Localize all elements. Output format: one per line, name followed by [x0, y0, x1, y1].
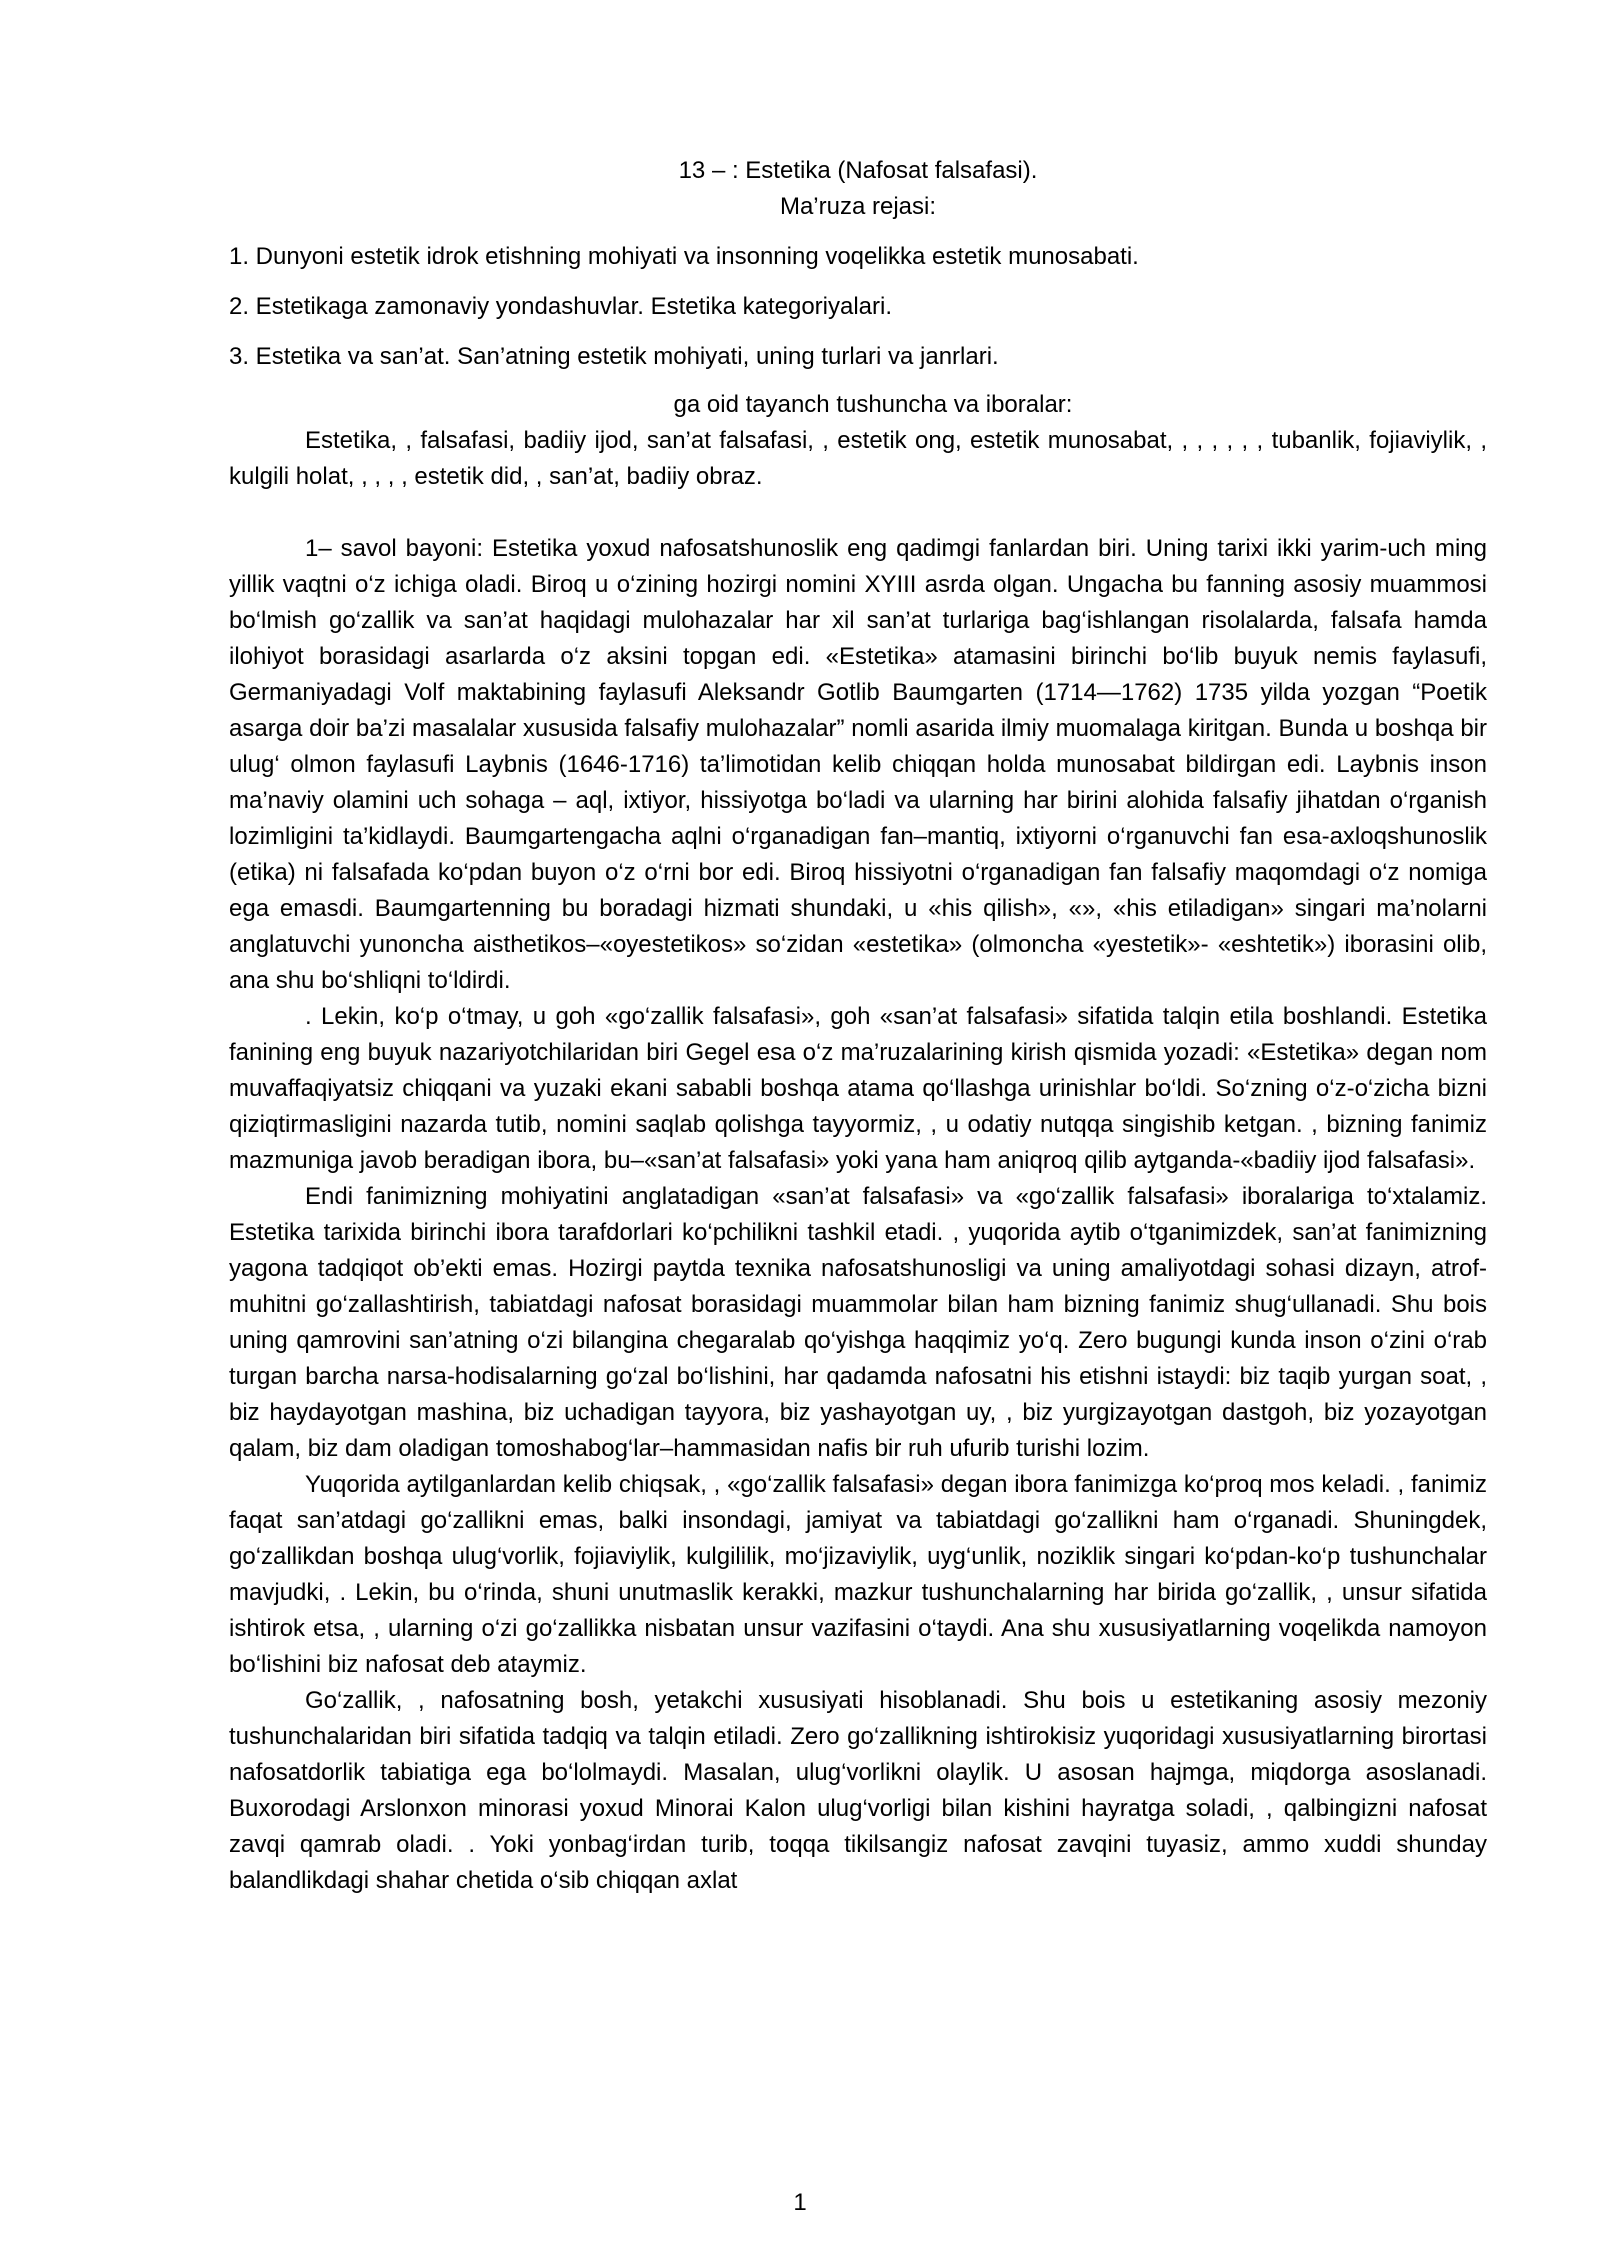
document-title: 13 – : Estetika (Nafosat falsafasi).	[678, 157, 1038, 184]
terms-heading: ga oid tayanch tushuncha va iboralar:	[673, 391, 1073, 418]
plan-heading: Ma’ruza rejasi:	[779, 193, 937, 220]
plan-item-1: 1. Dunyoni estetik idrok etishning mohiyati va insonning voqelikka estetik munosabati.	[229, 243, 1139, 270]
paragraph-1: 1– savol bayoni: Estetika yoxud nafosatshunoslik eng qadimgi fanlardan biri. Uning tarixi ikki yarim-uch ming yillik vaqtni o‘z ichiga oladi. Biroq u o‘zining hozirgi nomini XYIII asrda olgan. Ungacha bu fanning asosiy muammosi bo‘lmish go‘zallik va san’at haqidagi mulohazalar har xil san’at turlariga bag‘ishlangan risolalarda, falsafa hamda ilohiyot borasidagi asarlarda o‘z aksini topgan edi. «Estetika» atamasini birinchi bo‘lib buyuk nemis faylasufi, Germaniyadagi Volf maktabining faylasufi Aleksandr Gotlib Baumgarten (1714—1762) 1735 yilda yozgan “Poetik asarga doir ba’zi masalalar xususida falsafiy mulohazalar” nomli asarida ilmiy muomalaga kiritgan. Bunda u boshqa bir ulug‘ olmon faylasufi Laybnis (1646-1716) ta’limotidan kelib chiqqan holda munosabat bildirgan edi. Laybnis inson ma’naviy olamini uch sohaga – aql, ixtiyor, hissiyotga bo‘ladi va ularning har birini alohida falsafiy jihatdan o‘rganish lozimligini ta’kidlaydi. Baumgartengacha aqlni o‘rganadigan fan–mantiq, ixtiyorni o‘rganuvchi fan esa-axloqshunoslik (etika) ni falsafada ko‘pdan buyon o‘z o‘rni bor edi. Biroq hissiyotni o‘rganadigan fan falsafiy maqomdagi o‘z nomiga ega emasdi. Baumgartenning bu boradagi hizmati shundaki, u «his qilish», «», «his etiladigan» singari ma’nolarni anglatuvchi yunoncha aisthetikos–«oyestetikos» so‘zidan «estetika» (olmoncha «yestetik»- «eshtetik») iborasini olib, ana shu bo‘shliqni to‘ldirdi.	[229, 535, 1487, 994]
paragraph-4: Yuqorida aytilganlardan kelib chiqsak, , «go‘zallik falsafasi» degan ibora fanimizga ko‘proq mos keladi. , fanimiz faqat san’atdagi go‘zallikni emas, balki insondagi, jamiyat va tabiatdagi go‘zallikni ham o‘rganadi. Shuningdek, go‘zallikdan boshqa ulug‘vorlik, fojiaviylik, kulgililik, mo‘jizaviylik, uyg‘unlik, noziklik singari ko‘pdan-ko‘p tushunchalar mavjudki, . Lekin, bu o‘rinda, shuni unutmaslik kerakki, mazkur tushunchalarning har birida go‘zallik, , unsur sifatida ishtirok etsa, , ularning o‘zi go‘zallikka nisbatan unsur vazifasini o‘taydi. Ana shu xususiyatlarning voqelikda namoyon bo‘lishini biz nafosat deb ataymiz.	[229, 1471, 1487, 1678]
plan-list	[229, 239, 1487, 375]
plan-item-3: 3. Estetika va san’at. San’atning estetik mohiyati, uning turlari va janrlari.	[229, 343, 999, 370]
body-text	[229, 531, 1487, 1899]
paragraph-3: Endi fanimizning mohiyatini anglatadigan «san’at falsafasi» va «go‘zallik falsafasi» iboralariga to‘xtalamiz. Estetika tarixida birinchi ibora tarafdorlari ko‘pchilikni tashkil etadi. , yuqorida aytib o‘tganimizdek, san’at fanimizning yagona tadqiqot ob’ekti emas. Hozirgi paytda texnika nafosatshunosligi va uning amaliyotdagi sohasi dizayn, atrof-muhitni go‘zallashtirish, tabiatdagi nafosat borasidagi muammolar bilan ham bizning fanimiz shug‘ullanadi. Shu bois uning qamrovini san’atning o‘zi bilangina chegaralab qo‘yishga haqqimiz yo‘q. Zero bugungi kunda inson o‘zini o‘rab turgan barcha narsa-hodisalarning go‘zal bo‘lishini, har qadamda nafosatni his etishni istaydi: biz taqib yurgan soat, , biz haydayotgan mashina, biz uchadigan tayyora, biz yashayotgan uy, , biz yurgizayotgan dastgoh, biz yozayotgan qalam, biz dam oladigan tomoshabog‘lar–hammasidan nafis bir ruh ufurib turishi lozim.	[229, 1183, 1487, 1462]
document-page	[229, 153, 1487, 1899]
plan-item-2: 2. Estetikaga zamonaviy yondashuvlar. Estetika kategoriyalari.	[229, 293, 893, 320]
paragraph-5: Go‘zallik, , nafosatning bosh, yetakchi xususiyati hisoblanadi. Shu bois u estetikaning asosiy mezoniy tushunchalaridan biri sifatida tadqiq va talqin etiladi. Zero go‘zallikning ishtirokisiz yuqoridagi xususiyatlarning birortasi nafosatdorlik tabiatiga ega bo‘lolmaydi. Masalan, ulug‘vorlikni olaylik. U asosan hajmga, miqdorga asoslanadi. Buxorodagi Arslonxon minorasi yoxud Minorai Kalon ulug‘vorligi bilan kishini hayratga soladi, , qalbingizni nafosat zavqi qamrab oladi. . Yoki yonbag‘irdan turib, toqqa tikilsangiz nafosat zavqini tuyasiz, ammo xuddi shunday balandlikdagi shahar chetida o‘sib chiqqan axlat	[229, 1687, 1487, 1894]
terms-text: Estetika, , falsafasi, badiiy ijod, san’at falsafasi, , estetik ong, estetik munosabat, , , , , , , tubanlik, fojiaviylik, , kulgili holat, , , , , estetik did, , san’at, badiiy obraz.	[229, 427, 1487, 490]
page-number: 1	[793, 2189, 807, 2216]
paragraph-2: . Lekin, ko‘p o‘tmay, u goh «go‘zallik falsafasi», goh «san’at falsafasi» sifatida talqin etila boshlandi. Estetika fanining eng buyuk nazariyotchilaridan biri Gegel esa o‘z ma’ruzalarining kirish qismida yozadi: «Estetika» degan nom muvaffaqiyatsiz chiqqani va yuzaki ekani sababli boshqa atama qo‘llashga urinishlar bo‘ldi. So‘zning o‘z-o‘zicha bizni qiziqtirmasligini nazarda tutib, nomini saqlab qolishga tayyormiz, , u odatiy nutqqa singishib ketgan. , bizning fanimiz mazmuniga javob beradigan ibora, bu–«san’at falsafasi» yoki yana ham aniqroq qilib aytganda-«badiiy ijod falsafasi».	[229, 1003, 1487, 1174]
